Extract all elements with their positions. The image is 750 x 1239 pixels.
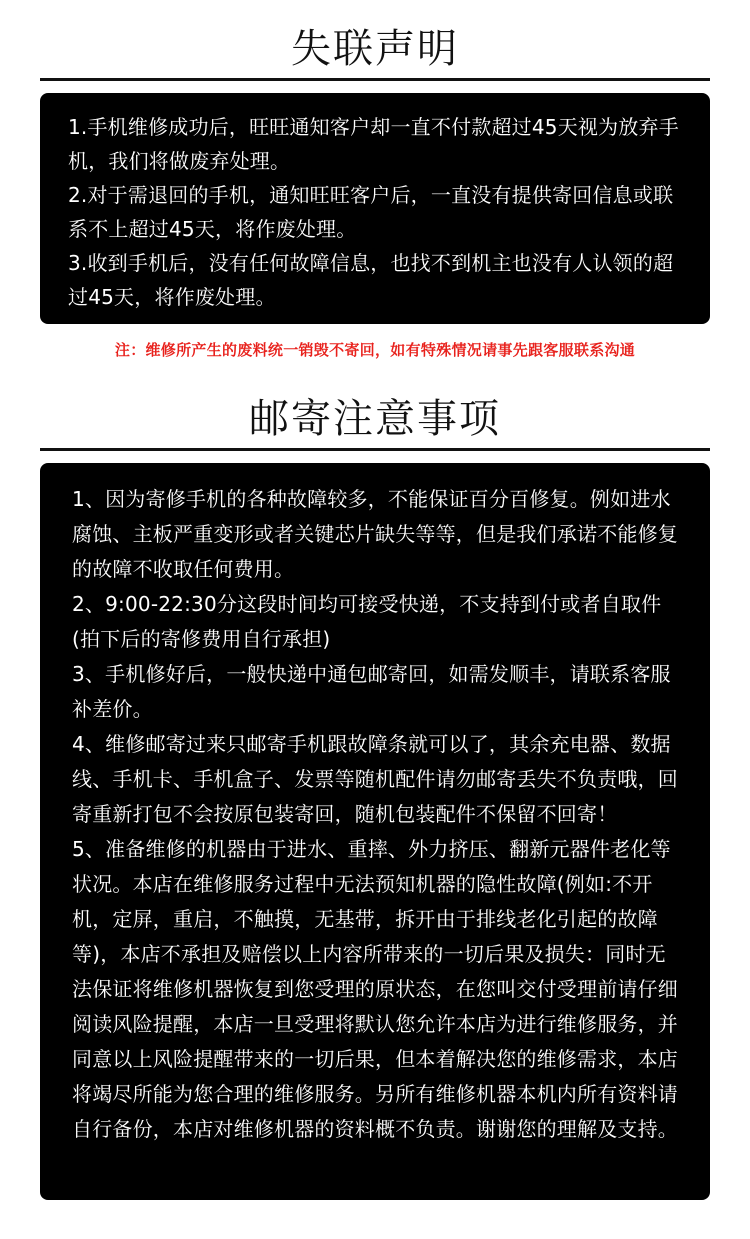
lost-contact-item-2: 2.对于需退回的手机，通知旺旺客户后，一直没有提供寄回信息或联系不上超过45天，将作废处理。: [68, 183, 674, 241]
title-divider: [40, 78, 710, 81]
shipping-notice-item-5: 5、准备维修的机器由于进水、重摔、外力挤压、翻新元器件老化等状况。本店在维修服务过程中无法预知机器的隐性故障(例如:不开机，定屏，重启，不触摸，无基带，拆开由于排线老化引起的故障等)，本店不承担及赔偿以上内容所带来的一切后果及损失：同时无法保证将维修机器恢复到您受理的原状态，在您叫交付受理前请仔细阅读风险提醒，本店一旦受理将默认您允许本店为进行维修服务，并同意以上风险提醒带来的一切后果，但本着解决您的维修需求，本店将竭尽所能为您合理的维修服务。另所有维修机器本机内所有资料请自行备份，本店对维修机器的资料概不负责。谢谢您的理解及支持。: [72, 837, 678, 1141]
lost-contact-item-3: 3.收到手机后，没有任何故障信息，也找不到机主也没有人认领的超过45天，将作废处理。: [68, 251, 674, 309]
lost-contact-title: 失联声明: [291, 26, 459, 72]
title-divider: [40, 448, 710, 451]
lost-contact-panel: [40, 93, 710, 324]
shipping-notice-item-4: 4、维修邮寄过来只邮寄手机跟故障条就可以了，其余充电器、数据线、手机卡、手机盒子、发票等随机配件请勿邮寄丢失不负责哦，回寄重新打包不会按原包装寄回，随机包装配件不保留不回寄！: [72, 732, 678, 826]
disposal-note: 注：维修所产生的废料统一销毁不寄回，如有特殊情况请事先跟客服联系沟通: [114, 341, 636, 359]
shipping-notice-panel: [40, 463, 710, 1200]
shipping-notice-item-1: 1、因为寄修手机的各种故障较多，不能保证百分百修复。例如进水腐蚀、主板严重变形或者关键芯片缺失等等，但是我们承诺不能修复的故障不收取任何费用。: [72, 487, 678, 581]
shipping-notice-title: 邮寄注意事项: [249, 396, 501, 442]
lost-contact-item-1: 1.手机维修成功后，旺旺通知客户却一直不付款超过45天视为放弃手机，我们将做废弃处理。: [68, 115, 679, 173]
shipping-notice-item-2: 2、9:00-22:30分这段时间均可接受快递，不支持到付或者自取件(拍下后的寄修费用自行承担): [72, 592, 662, 651]
shipping-notice-item-3: 3、手机修好后，一般快递中通包邮寄回，如需发顺丰，请联系客服补差价。: [72, 662, 671, 721]
